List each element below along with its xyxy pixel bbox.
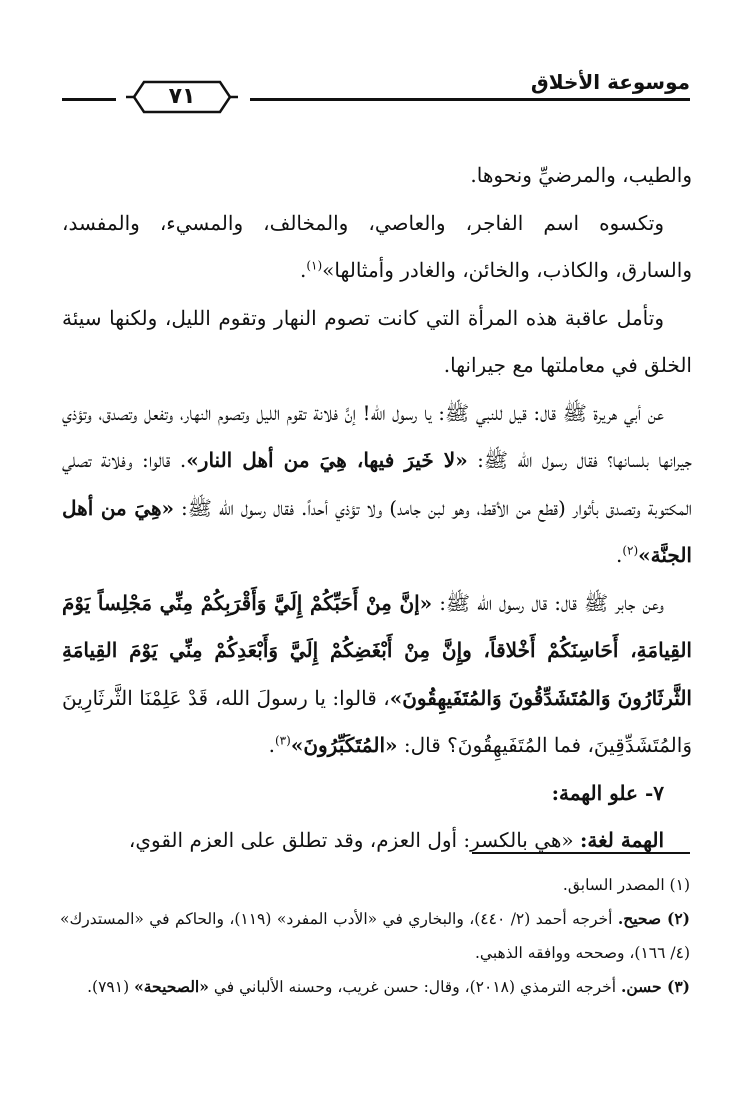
punctuation: . xyxy=(268,733,275,757)
footnote-ref: (٢) xyxy=(622,543,639,558)
page-number: ٧١ xyxy=(168,84,196,109)
paragraph xyxy=(62,390,692,580)
hadith-quote: «إنَّ مِنْ أَحَبِّكُمْ إِلَيَّ وَأَقْرَبِكُمْ مِنِّي مَجْلِساً يَوْمَ القِيامَةِ، أَحَاسِنَكُمْ أَخْلاقاً، وإِنَّ مِنْ أَبْغَضِكُمْ إِلَيَّ وَأَبْعَدِكُمْ مِنِّي يَوْمَ القِيامَةِ الثَّرثَارُونَ وَالمُتَشَدِّقُونَ وَالمُتَفَيهِقُونَ» xyxy=(62,590,692,710)
punctuation: . xyxy=(615,543,623,567)
paragraph-text: وعن جابر ﷺ قال: قال رسول الله ﷺ: xyxy=(432,590,664,615)
footnote: (١) المصدر السابق. xyxy=(562,876,690,894)
footnote-text: (٧٩١). xyxy=(87,978,135,996)
hadith-quote: «لا خَيرَ فيها، هِيَ من أهل النار» xyxy=(186,448,468,472)
footnote-separator xyxy=(472,852,690,854)
paragraph xyxy=(62,295,692,390)
section-heading: ٧- علو الهمة: xyxy=(551,780,664,805)
footnote-ref: (١) xyxy=(306,258,323,273)
paragraph-text: ، قالوا: يا رسولَ الله، قَدْ عَلِمْنَا الثَّرثَارِينَ وَالمُتَشَدِّقِينَ، فما المُتَفَيهِقُونَ؟ قال: xyxy=(62,685,692,757)
paragraph xyxy=(62,200,692,295)
header-rule-right xyxy=(250,98,690,101)
footnote xyxy=(60,902,690,970)
page-number-badge xyxy=(122,78,242,116)
paragraph-text: وتكسوه اسم الفاجر، والعاصي، والمخالف، والمسيء، والمفسد، والسارق، والكاذب، والخائن، والغادر وأمثالها» xyxy=(62,210,692,282)
paragraph-text: وتأمل عاقبة هذه المرأة التي كانت تصوم النهار وتقوم الليل، ولكنها سيئة الخلق في معاملتها مع جيرانها. xyxy=(62,305,692,377)
book-citation: «الصحيحة» xyxy=(134,977,209,996)
paragraph xyxy=(62,817,692,865)
paragraph xyxy=(62,152,692,200)
hadith-quote: «المُتَكَبِّرُونَ» xyxy=(290,733,398,757)
hadith-quote: «هِيَ من أهل الجنَّة» xyxy=(62,495,692,567)
paragraph-text: «هي بالكسر: أول العزم، وقد تطلق على العزم القوي، xyxy=(128,828,581,852)
footnote-grade: (٢) صحيح. xyxy=(617,909,690,928)
footnote-text: أخرجه الترمذي (٢٠١٨)، وقال: حسن غريب، وحسنه الألباني في xyxy=(208,978,621,996)
paragraph-text: والطيب، والمرضيِّ ونحوها. xyxy=(470,163,692,187)
footnote-text: أخرجه أحمد (٢/ ٤٤٠)، والبخاري في «الأدب المفرد» (١١٩)، والحاكم في «المستدرك» (٤/ ١٦٦)، وصححه ووافقه الذهبي. xyxy=(60,910,690,962)
book-title: موسوعة الأخلاق xyxy=(530,70,690,94)
paragraph-text: عن أبي هريرة ﷺ قال: قيل للنبي ﷺ: يا رسول الله! إنَّ فلانة تقوم الليل وتصوم النهار، وتفعل وتصدق، وتؤذي جيرانها بلسانها؟ فقال رسول الله ﷺ: xyxy=(62,400,692,472)
page-header xyxy=(62,60,690,130)
punctuation: . xyxy=(299,258,307,282)
main-text xyxy=(62,152,692,865)
header-rule-left xyxy=(62,98,116,101)
footnotes xyxy=(60,868,690,1004)
paragraph xyxy=(62,580,692,770)
footnote-ref: (٣) xyxy=(274,733,291,748)
footnote xyxy=(60,970,690,1004)
paragraph-text: . قالوا: وفلانة تصلي المكتوبة وتصدق بأثوار (قطع من الأقط، وهو لبن جامد) ولا تؤذي أحداً. فقال رسول الله ﷺ: xyxy=(62,448,692,520)
defined-term: الهمة لغة: xyxy=(580,828,664,852)
footnote-grade: (٣) حسن. xyxy=(620,977,690,996)
